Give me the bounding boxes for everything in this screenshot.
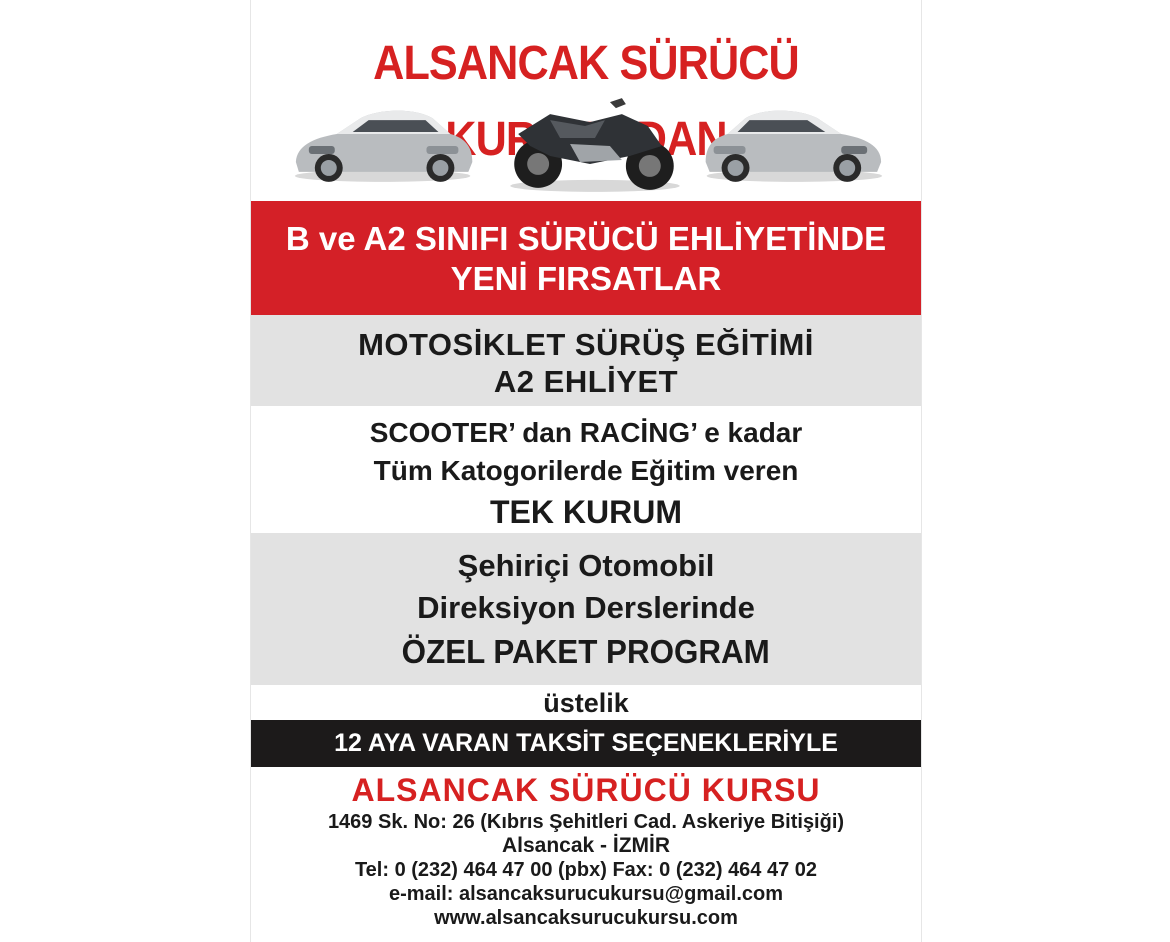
category-line3: TEK KURUM bbox=[490, 494, 682, 530]
city-driving-band bbox=[251, 533, 921, 685]
red-banner-line2: YENİ FIRSATLAR bbox=[450, 260, 722, 297]
red-banner bbox=[251, 201, 921, 315]
city-text: Alsancak - İZMİR bbox=[501, 834, 671, 857]
city-driving-line3: ÖZEL PAKET PROGRAM bbox=[401, 633, 771, 670]
poster-title: ALSANCAK SÜRÜCÜ bbox=[373, 37, 799, 90]
city-driving-line2: Direksiyon Derslerinde bbox=[417, 590, 755, 625]
phone-text: Tel: 0 (232) 464 47 00 (pbx) Fax: 0 (232) 464 47 02 bbox=[354, 859, 818, 881]
red-banner-line1: B ve A2 SINIFI SÜRÜCÜ EHLİYETİNDE bbox=[285, 220, 887, 257]
car-photo-right bbox=[706, 111, 882, 182]
category-line1: SCOOTER’ dan RACİNG’ e kadar bbox=[369, 417, 803, 448]
city-driving-line1: Şehiriçi Otomobil bbox=[457, 548, 715, 583]
installment-banner: 12 AYA VARAN TAKSİT SEÇENEKLERİYLE bbox=[251, 720, 921, 767]
motorcycle-training-line2: A2 EHLİYET bbox=[493, 364, 679, 399]
poster bbox=[250, 0, 922, 942]
category-line2: Tüm Katogorilerde Eğitim veren bbox=[373, 455, 799, 486]
motorcycle-photo bbox=[510, 98, 679, 192]
contact-footer bbox=[251, 770, 921, 930]
vehicle-images bbox=[251, 94, 921, 198]
website-text: www.alsancaksurucukursu.com bbox=[434, 907, 738, 929]
school-name: ALSANCAK SÜRÜCÜ KURSU bbox=[351, 772, 821, 808]
email-text: e-mail: alsancaksurucukursu@gmail.com bbox=[388, 883, 784, 905]
motorcycle-training-line1: MOTOSİKLET SÜRÜŞ EĞİTİMİ bbox=[358, 327, 814, 362]
car-photo-left bbox=[295, 111, 472, 182]
motorcycle-training-band bbox=[251, 315, 921, 406]
ustelik-text: üstelik bbox=[543, 688, 629, 718]
category-band bbox=[251, 406, 921, 533]
vehicle-illustration bbox=[251, 94, 921, 198]
address-text: 1469 Sk. No: 26 (Kıbrıs Şehitleri Cad. Askeriye Bitişiği) bbox=[327, 811, 845, 833]
